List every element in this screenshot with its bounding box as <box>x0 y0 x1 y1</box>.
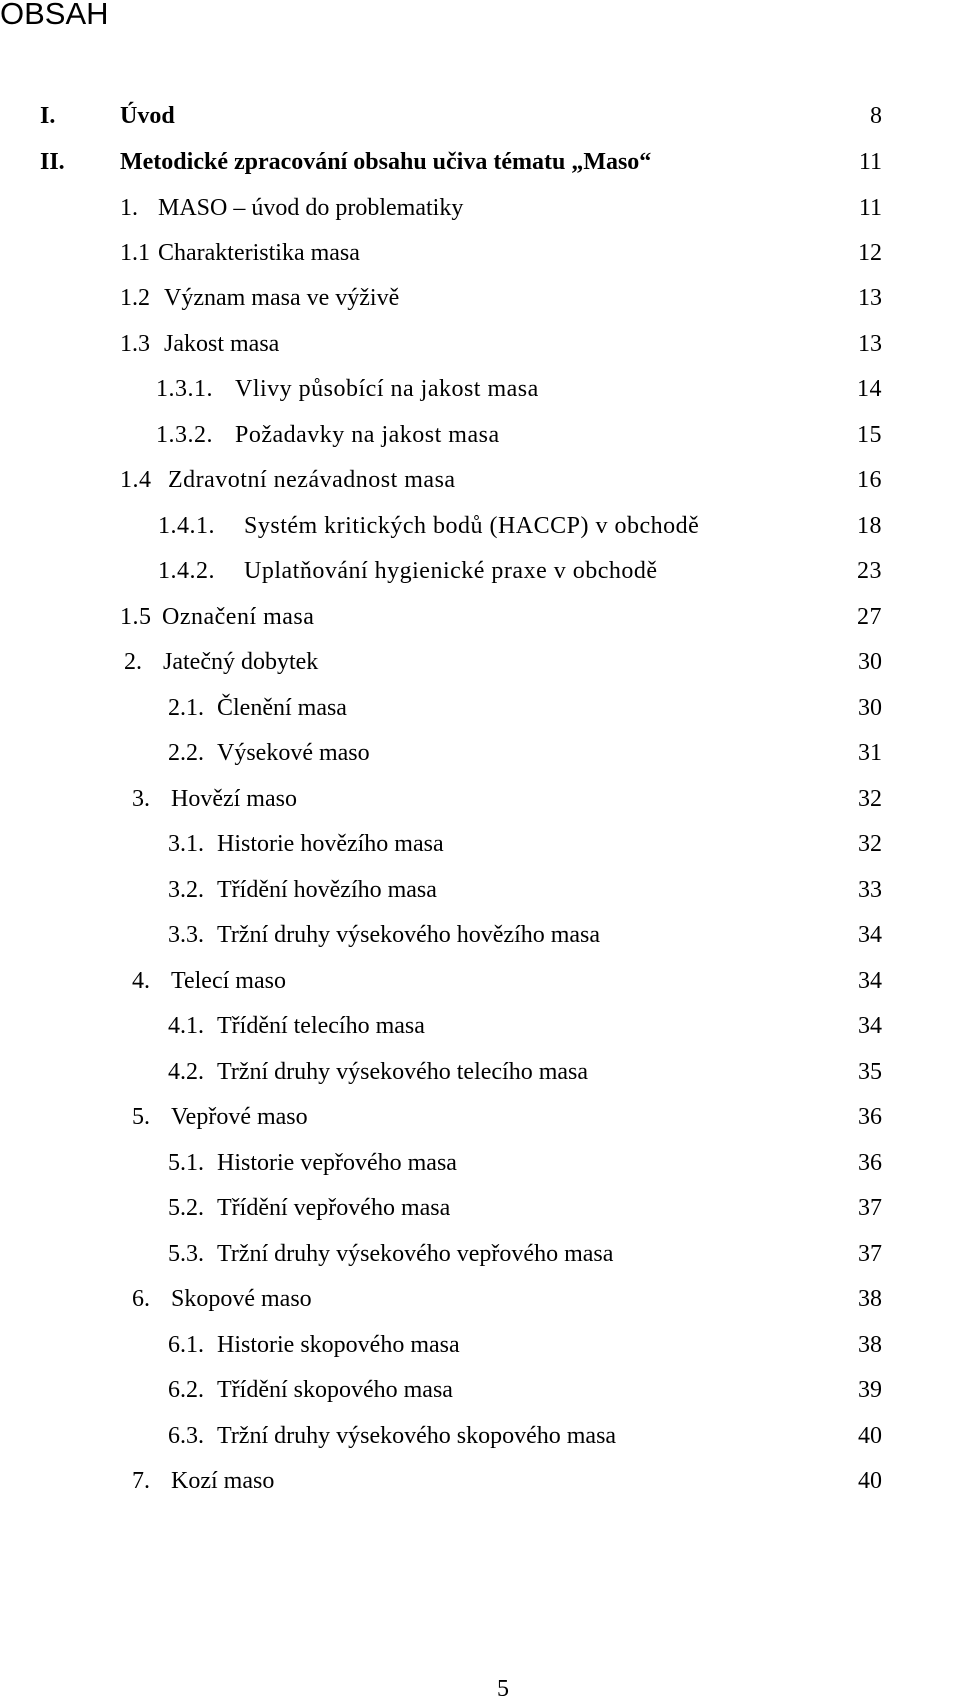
toc-entry-title: Skopové maso <box>171 1286 312 1312</box>
toc-entry-title: Tržní druhy výsekového vepřového masa <box>217 1241 614 1267</box>
toc-entry-number: 3. <box>132 786 150 812</box>
page-number: 5 <box>497 1676 509 1702</box>
toc-entry[interactable] <box>0 556 960 586</box>
toc-entry-title: Označení masa <box>162 604 315 630</box>
toc-entry-page: 13 <box>858 331 882 357</box>
toc-entry-number: 4. <box>132 968 150 994</box>
toc-entry-number: 7. <box>132 1468 150 1494</box>
toc-entry-number: 6.1. <box>168 1332 204 1358</box>
toc-entry-number: 1.1 <box>120 240 150 266</box>
toc-entry-number: 4.1. <box>168 1013 204 1039</box>
toc-entry[interactable] <box>0 693 960 723</box>
toc-entry-title: MASO – úvod do problematiky <box>158 195 464 221</box>
toc-entry-page: 37 <box>858 1195 882 1221</box>
toc-entry[interactable] <box>0 920 960 950</box>
toc-entry-title: Úvod <box>120 103 175 129</box>
toc-entry-number: I. <box>40 103 56 129</box>
toc-entry-number: 1.3.1. <box>156 376 213 402</box>
toc-entry-page: 12 <box>858 240 882 266</box>
toc-entry-page: 40 <box>858 1423 882 1449</box>
toc-entry-number: 1.4.1. <box>158 513 215 539</box>
toc-entry-page: 11 <box>858 149 882 175</box>
toc-entry-title: Historie hovězího masa <box>217 831 444 857</box>
toc-entry-number: 2.1. <box>168 695 204 721</box>
toc-entry-page: 32 <box>858 786 882 812</box>
toc-entry-title: Tržní druhy výsekového hovězího masa <box>217 922 601 948</box>
toc-entry-number: 2. <box>124 649 142 675</box>
toc-entry-title: Výsekové maso <box>217 740 370 766</box>
toc-entry[interactable] <box>0 147 960 177</box>
toc-entry-title: Zdravotní nezávadnost masa <box>168 467 456 493</box>
toc-entry[interactable] <box>0 966 960 996</box>
toc-entry[interactable] <box>0 329 960 359</box>
toc-entry-page: 30 <box>858 649 882 675</box>
toc-entry-number: 1.4 <box>120 467 152 493</box>
toc-entry-page: 38 <box>858 1332 882 1358</box>
toc-entry-number: 3.3. <box>168 922 204 948</box>
toc-entry-page: 13 <box>858 285 882 311</box>
toc-entry[interactable] <box>0 875 960 905</box>
toc-entry-title: Tržní druhy výsekového telecího masa <box>217 1059 589 1085</box>
toc-entry-page: 35 <box>858 1059 882 1085</box>
toc-entry-title: Hovězí maso <box>171 786 297 812</box>
toc-entry-number: 5.3. <box>168 1241 204 1267</box>
toc-entry-title: Třídění hovězího masa <box>217 877 437 903</box>
toc-entry-page: 14 <box>857 376 882 402</box>
toc-entry-number: 3.2. <box>168 877 204 903</box>
toc-entry-number: 1. <box>120 195 138 221</box>
toc-entry-title: Charakteristika masa <box>158 240 360 266</box>
toc-entry[interactable] <box>0 101 960 131</box>
toc-entry-page: 40 <box>858 1468 882 1494</box>
toc-entry-number: 5. <box>132 1104 150 1130</box>
toc-entry[interactable] <box>0 1421 960 1451</box>
toc-entry[interactable] <box>0 1011 960 1041</box>
toc-entry-page: 31 <box>858 740 882 766</box>
toc-entry-title: Kozí maso <box>171 1468 275 1494</box>
toc-entry-title: Třídění skopového masa <box>217 1377 453 1403</box>
toc-entry-page: 27 <box>857 604 882 630</box>
toc-entry-number: 3.1. <box>168 831 204 857</box>
toc-entry-number: 1.3.2. <box>156 422 213 448</box>
toc-entry[interactable] <box>0 829 960 859</box>
toc-entry-page: 34 <box>858 968 882 994</box>
toc-entry-title: Požadavky na jakost masa <box>235 422 500 448</box>
toc-entry-title: Tržní druhy výsekového skopového masa <box>217 1423 617 1449</box>
toc-entry-page: 34 <box>858 922 882 948</box>
toc-entry-title: Význam masa ve výživě <box>164 285 400 311</box>
toc-entry-title: Historie vepřového masa <box>217 1150 457 1176</box>
toc-entry-page: 36 <box>858 1150 882 1176</box>
toc-entry-page: 16 <box>857 467 882 493</box>
toc-entry-page: 39 <box>858 1377 882 1403</box>
toc-entry[interactable] <box>0 374 960 404</box>
toc-entry[interactable] <box>0 602 960 632</box>
toc-entry-title: Vepřové maso <box>171 1104 308 1130</box>
toc-entry-number: 6.2. <box>168 1377 204 1403</box>
toc-entry[interactable] <box>0 784 960 814</box>
toc-entry-number: 1.3 <box>120 331 150 357</box>
toc-entry-title: Systém kritických bodů (HACCP) v obchodě <box>244 513 700 539</box>
toc-entry[interactable] <box>0 193 960 223</box>
toc-entry[interactable] <box>0 738 960 768</box>
toc-entry-title: Historie skopového masa <box>217 1332 460 1358</box>
toc-entry-title: Jatečný dobytek <box>163 649 319 675</box>
toc-entry-title: Uplatňování hygienické praxe v obchodě <box>244 558 658 584</box>
toc-entry-page: 15 <box>857 422 882 448</box>
toc-entry-number: II. <box>40 149 65 175</box>
toc-entry-title: Třídění telecího masa <box>217 1013 425 1039</box>
toc-entry[interactable] <box>0 1466 960 1496</box>
toc-entry-page: 33 <box>858 877 882 903</box>
toc-entry[interactable] <box>0 1330 960 1360</box>
toc-entry-page: 37 <box>858 1241 882 1267</box>
toc-entry[interactable] <box>0 511 960 541</box>
toc-entry-number: 1.2 <box>120 285 150 311</box>
page-heading: OBSAH <box>0 0 109 31</box>
toc-entry[interactable] <box>0 465 960 495</box>
toc-entry-number: 5.2. <box>168 1195 204 1221</box>
toc-entry[interactable] <box>0 238 960 268</box>
toc-entry-page: 32 <box>858 831 882 857</box>
toc-entry-page: 36 <box>858 1104 882 1130</box>
toc-entry-number: 1.5 <box>120 604 152 630</box>
toc-entry-number: 6.3. <box>168 1423 204 1449</box>
toc-entry-page: 8 <box>870 103 882 129</box>
toc-entry-title: Telecí maso <box>171 968 286 994</box>
toc-entry-page: 18 <box>857 513 882 539</box>
toc-entry-page: 23 <box>857 558 882 584</box>
toc-entry[interactable] <box>0 1193 960 1223</box>
toc-entry[interactable] <box>0 420 960 450</box>
toc-entry-page: 11 <box>858 195 882 221</box>
toc-entry-number: 6. <box>132 1286 150 1312</box>
toc-entry[interactable] <box>0 1102 960 1132</box>
toc-entry-number: 2.2. <box>168 740 204 766</box>
toc-entry-page: 34 <box>858 1013 882 1039</box>
toc-entry-title: Jakost masa <box>164 331 280 357</box>
toc-entry-number: 1.4.2. <box>158 558 215 584</box>
toc-entry[interactable] <box>0 283 960 313</box>
toc-entry-title: Metodické zpracování obsahu učiva tématu „Maso“ <box>120 149 652 175</box>
toc-entry-title: Členění masa <box>217 695 347 721</box>
toc-entry-number: 5.1. <box>168 1150 204 1176</box>
toc-entry-page: 30 <box>858 695 882 721</box>
toc-entry-page: 38 <box>858 1286 882 1312</box>
toc-entry-number: 4.2. <box>168 1059 204 1085</box>
toc-entry-title: Vlivy působící na jakost masa <box>235 376 539 402</box>
toc-entry[interactable] <box>0 1375 960 1405</box>
toc-entry-title: Třídění vepřového masa <box>217 1195 451 1221</box>
toc-entry[interactable] <box>0 647 960 677</box>
toc-entry[interactable] <box>0 1148 960 1178</box>
toc-entry[interactable] <box>0 1057 960 1087</box>
toc-entry[interactable] <box>0 1239 960 1269</box>
toc-entry[interactable] <box>0 1284 960 1314</box>
